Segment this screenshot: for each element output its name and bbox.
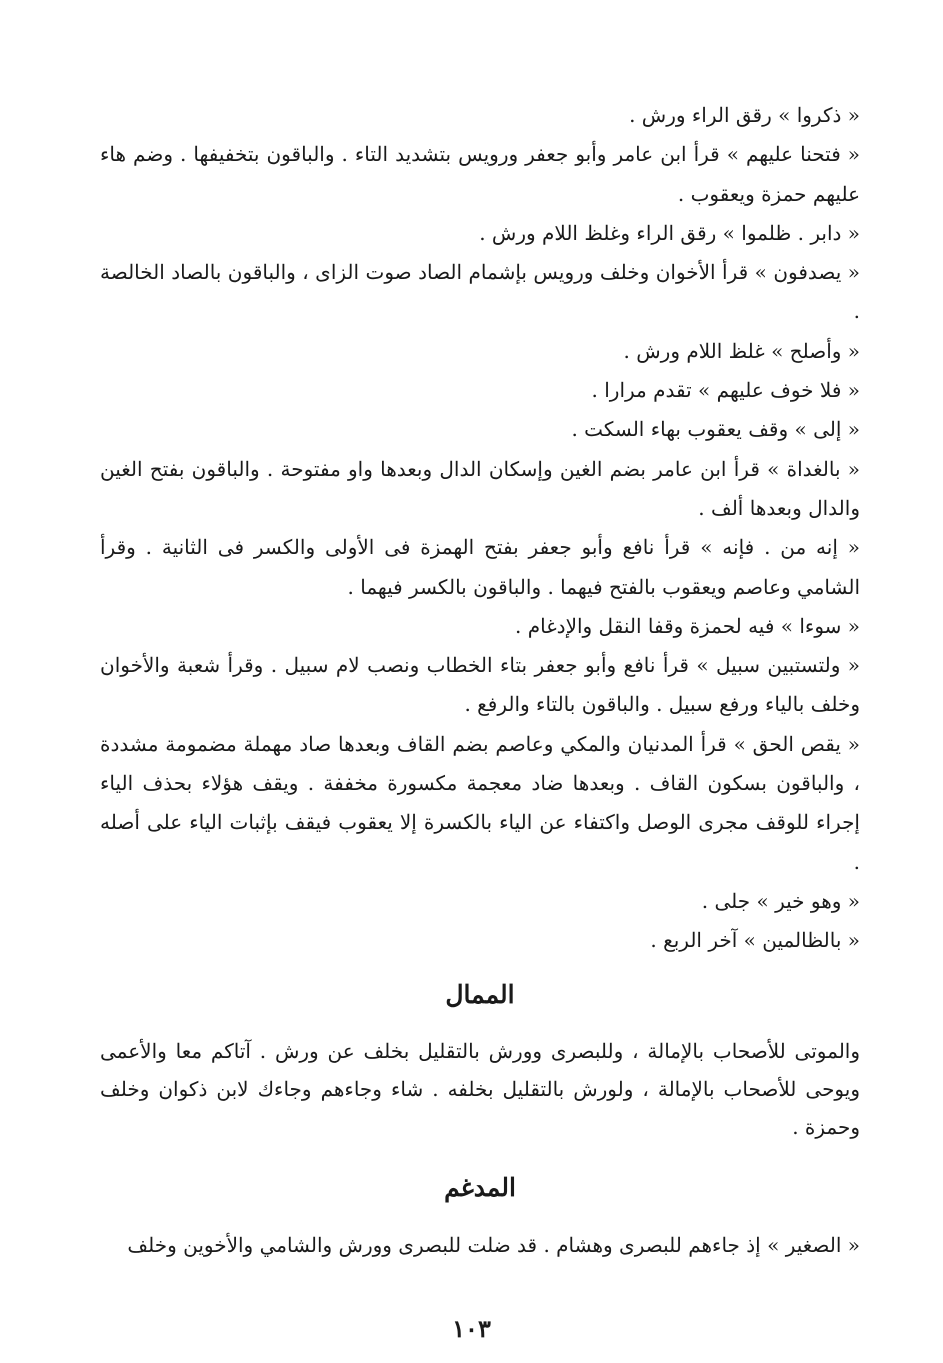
section-text-imala: والموتى للأصحاب بالإمالة ، وللبصرى وورش بالتقليل بخلف عن ورش . آتاكم معا والأعمى ويوحى للأصحاب بالإمالة ، ولورش بالتقليل بخلفه . شاء وجاءهم وجاءك لابن ذكوان وخلف وحمزة .: [100, 1039, 860, 1139]
paragraph: « ذكروا » رقق الراء ورش .: [629, 103, 860, 127]
page-number: ١٠٣: [452, 1314, 491, 1343]
paragraph: « ولتستبين سبيل » قرأ نافع وأبو جعفر بتاء الخطاب ونصب لام سبيل . وقرأ شعبة والأخوان وخلف بالياء ورفع سبيل . والباقون بالتاء والرفع .: [100, 653, 860, 717]
paragraph: « فتحنا عليهم » قرأ ابن عامر وأبو جعفر ورويس بتشديد التاء . والباقون بتخفيفها . وضم هاء عليهم حمزة ويعقوب .: [100, 142, 861, 206]
paragraph: « وأصلح » غلظ اللام ورش .: [623, 338, 860, 363]
paragraph: « إنه من . فإنه » قرأ نافع وأبو جعفر بفتح الهمزة فى الأولى والكسر فى الثانية . وقرأ الشامي وعاصم ويعقوب بالفتح فيهما . والباقون بالكسر فيهما .: [100, 535, 860, 599]
paragraph: « بالظالمين » آخر الربع .: [650, 928, 860, 953]
paragraph: « فلا خوف عليهم » تقدم مرارا .: [591, 378, 860, 403]
paragraph: « إلى » وقف يعقوب بهاء السكت .: [571, 417, 860, 442]
paragraph: « وهو خير » جلى .: [701, 888, 860, 913]
section-heading-imala: الممال: [445, 980, 515, 1009]
paragraph: « يقص الحق » قرأ المدنيان والمكي وعاصم بضم القاف وبعدها صاد مهملة مضمومة مشددة ، والباقون بسكون القاف . وبعدها ضاد معجمة مكسورة مخففة . ويقف هؤلاء بحذف الياء إجراء للوقف مجرى الوصل واكتفاء عن الياء بالكسرة إلا يعقوب فيقف بإثبات الياء على أصله .: [100, 731, 860, 874]
section-heading-idgham: المدغم: [444, 1173, 516, 1202]
paragraph: « يصدفون » قرأ الأخوان وخلف ورويس بإشمام الصاد صوت الزاى ، والباقون بالصاد الخالصة .: [100, 260, 860, 324]
paragraph: « سوءا » فيه لحمزة وقفا النقل والإدغام .: [515, 613, 860, 638]
paragraph: « بالغداة » قرأ ابن عامر بضم الغين وإسكان الدال وبعدها واو مفتوحة . والباقون بفتح الغين والدال وبعدها ألف .: [100, 456, 860, 520]
paragraph: « دابر . ظلموا » رقق الراء وغلظ اللام ورش .: [479, 220, 860, 245]
section-text-idgham: « الصغير » إذ جاءهم للبصرى وهشام . قد ضلت للبصرى وورش والشامي والأخوين وخلف: [127, 1233, 860, 1257]
body-text: [100, 96, 860, 961]
